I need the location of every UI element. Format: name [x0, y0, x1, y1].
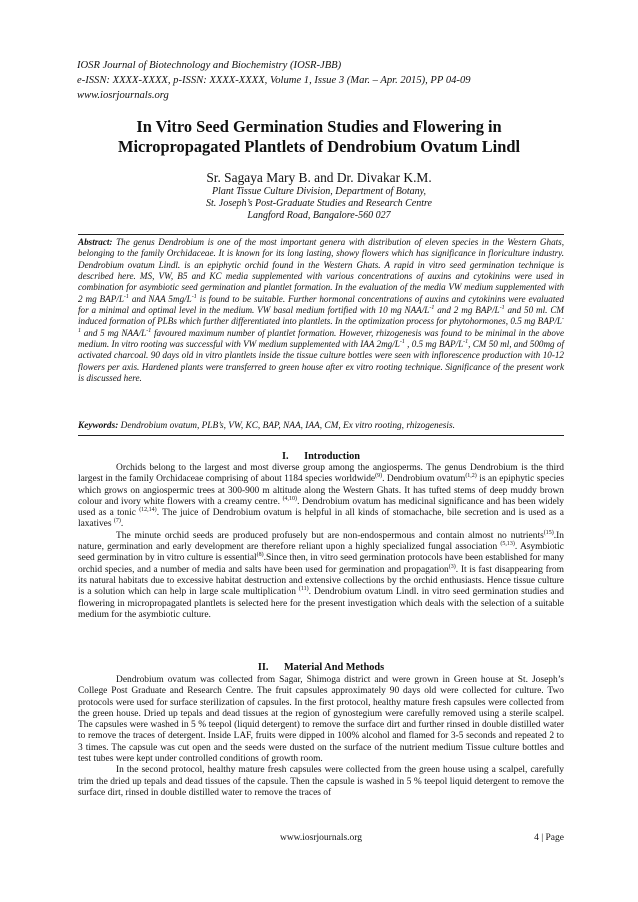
abstract-text-9: , CM 50 ml, and 500mg of activated charcoal. 90 days old in vitro plantlets inside the tissue culture bottles were seen with inflorescence production with 10-12 flowers per axis. Hardened plants were transferred to green house after ex vitro rooting technique. Significance of the present work is discussed here.	[78, 339, 564, 384]
authors: Sr. Sagaya Mary B. and Dr. Divakar K.M.	[206, 170, 432, 185]
paper-title	[70, 117, 568, 157]
journal-header	[77, 58, 567, 103]
affiliation-line-1: Plant Tissue Culture Division, Department of Botany,	[211, 186, 427, 197]
abstract-sup: -1	[146, 327, 152, 334]
affiliation-line-3: Langford Road, Bangalore-560 027	[247, 210, 391, 221]
text-run: . The juice of Dendrobium ovatum is helpful in all kinds of stomachache, bile secretion and is used as a laxatives	[78, 508, 564, 530]
abstract-text-7: favoured maximum number of plantlet formation. However, rhizogenesis was found to be minimal in the above medium. In vitro rooting was successful with VW medium supplemented with IAA 2mg/L	[78, 327, 564, 350]
section-2-heading	[78, 662, 564, 674]
text-run: . It is fast disappearing from its natural habitats due to excessive habitat destruction and extensive collections by the orchid enthusiasts. Hence tissue culture is a solution which can help in large scale multiplication	[78, 564, 564, 598]
citation: (11)	[298, 586, 309, 593]
methods-paragraph-1: Dendrobium ovatum was collected from Sagar, Shimoga district and were grown in Green house at St. Joseph’s College Post Graduate and Research Centre. The fruit capsules approximately 90 days old were collected for culture. Two protocols were used for surface sterilization of capsules. In the first protocol, healthy mature fresh capsules were collected from the green house. Dried up tepals and dead tissues at the region of gynostegium were carefully removed using a sterile scalpel. The capsules were washed in 5 % teepol (liquid detergent) to remove the surface dirt and further rinsed in double distilled water to remove the traces of detergent. Inside LAF, fruits were dipped in 100% alcohol and flamed for 3-5 seconds and repeated 2 to 3 times. The capsule was cut open and the seeds were dusted on the surface of the nutrient medium Tissue culture bottles and test tubes were kept under controlled conditions of growth room.	[78, 675, 564, 765]
citation: (1,2)	[465, 473, 477, 480]
citation: (3)	[448, 563, 456, 570]
citation: (4,10)	[282, 495, 298, 502]
footer-page-number: 4 | Page	[534, 833, 564, 843]
text-run: . Asymbiotic seed germination by in vitro culture is essential	[78, 542, 564, 564]
footer-website: www.iosrjournals.org	[279, 833, 363, 843]
abstract	[78, 237, 564, 384]
abstract-sup: -1	[78, 316, 564, 334]
text-run: . Dendrobium ovatum Lindl. in vitro seed germination studies and flowering in micropropagated plantlets is selected here for the present investigation which deals with the selection of a suitable medium for the asymbiotic culture.	[78, 587, 564, 620]
section-1-title: Introduction	[304, 451, 360, 462]
keywords-text: Dendrobium ovatum, PLB’s, VW, KC, BAP, NAA, IAA, CM, Ex vitro rooting, rhizogenesis.	[118, 421, 455, 431]
keywords	[78, 420, 564, 432]
abstract-label: Abstract:	[78, 237, 113, 247]
abstract-text-3: is found to be suitable. Further hormonal concentrations of auxins and cytokinins were evaluated for a minimal and optimal level in the medium. VW basal medium fortified with 10 mg NAA/L	[78, 293, 564, 316]
section-1-body	[78, 463, 564, 621]
abstract-sup: -1	[191, 293, 197, 300]
keywords-bottom-rule	[78, 435, 564, 436]
abstract-text-2: and NAA 5mg/L	[128, 293, 192, 304]
citation: (7)	[113, 518, 121, 525]
section-1-heading	[78, 451, 564, 463]
intro-paragraph-1	[78, 463, 564, 531]
citation: (12,14)	[139, 507, 157, 514]
methods-paragraph-2: In the second protocol, healthy mature fresh capsules were collected from the green house using a scalpel, carefully trim the dried up tepals and dead tissues of the capsule. Then the capsule is washed in 5 % teepol liquid detergent to remove the surface dirt, rinsed in double distilled water to remove the traces of	[78, 765, 564, 798]
journal-name: IOSR Journal of Biotechnology and Biochemistry (IOSR-JBB)	[77, 60, 342, 71]
journal-website: www.iosrjournals.org	[77, 90, 169, 101]
abstract-sup: -1	[463, 339, 469, 346]
text-run: . Dendrobium ovatum	[382, 474, 466, 485]
text-run: . Dendrobium ovatum has medicinal significance and has been widely used as a tonic	[78, 496, 565, 519]
text-run: is an epiphytic species which grows on angiospermic trees at 300-900 m altitude along the Western Ghats. It has tufted stems of deep muddy brown colour and ivory white flowers with a creamy centre.	[78, 474, 565, 507]
abstract-text-1: The genus Dendrobium is one of the most important genera with distribution of eleven species in the Western Ghats, belonging to the family Orchidaceae. It is known for its long lasting, showy flowers which has significance in floriculture industry. Dendrobium ovatum Lindl. is an epiphytic orchid found in the Western Ghats. A rapid in vitro seed germination technique is described here. MS, VW, B5 and KC media supplemented with various concentrations of auxins and cytokinins were used in combination for asymbiotic seed germination and plantlet formation. In the evaluation of the media VW medium supplemented with 2 mg BAP/L	[78, 237, 564, 304]
abstract-sup: -1	[399, 339, 405, 346]
abstract-sup: -1	[123, 293, 129, 300]
abstract-text-8: , 0.5 mg BAP/L	[404, 339, 464, 350]
title-line-1: In Vitro Seed Germination Studies and Flowering in	[136, 117, 502, 136]
section-2-title: Material And Methods	[283, 662, 385, 673]
abstract-text-5: and 50 ml. CM induced formation of PLBs which further differentiated into plantlets. In the optimization process for phytohormones, 0.5 mg BAP/L	[78, 305, 565, 327]
text-run: .	[120, 519, 124, 530]
abstract-text-6: and 5 mg NAA/L	[81, 327, 147, 338]
text-run: .In nature, germination and early development are therefore reliant upon a highly specialized fungal association	[78, 530, 564, 553]
section-2-body	[78, 675, 564, 799]
title-line-2: Micropropagated Plantlets of Dendrobium Ovatum Lindl	[117, 137, 521, 156]
section-1-number: I.	[282, 451, 289, 462]
citation: (8)	[256, 552, 264, 559]
affiliation	[70, 186, 568, 222]
intro-paragraph-2	[78, 531, 564, 621]
citation: (9)	[375, 473, 383, 480]
abstract-sup: -1	[499, 305, 505, 312]
abstract-top-rule	[78, 234, 564, 235]
text-run: Orchids belong to the largest and most diverse group among the angiosperms. The genus Dendrobium is the third largest in the family Orchidaceae comprising of about 1184 species worldwide	[78, 463, 564, 485]
affiliation-line-2: St. Joseph’s Post-Graduate Studies and Research Centre	[206, 198, 432, 209]
abstract-sup: -1	[429, 305, 435, 312]
text-run: .Since then, in vitro seed germination protocols have been established for many orchid species, and a number of media and salts have been used for germination and propagation	[78, 553, 564, 575]
text-run: The minute orchid seeds are produced profusely but are non-endospermous and contain almost no nutrients	[116, 530, 544, 541]
keywords-label: Keywords:	[78, 421, 119, 431]
abstract-text-4: and 2 mg BAP/L	[434, 305, 500, 316]
section-2-number: II.	[257, 662, 269, 673]
citation: (5,13)	[500, 540, 515, 547]
journal-issn: e-ISSN: XXXX-XXXX, p-ISSN: XXXX-XXXX, Volume 1, Issue 3 (Mar. – Apr. 2015), PP 04-09	[77, 75, 471, 86]
citation: (15)	[543, 529, 554, 536]
